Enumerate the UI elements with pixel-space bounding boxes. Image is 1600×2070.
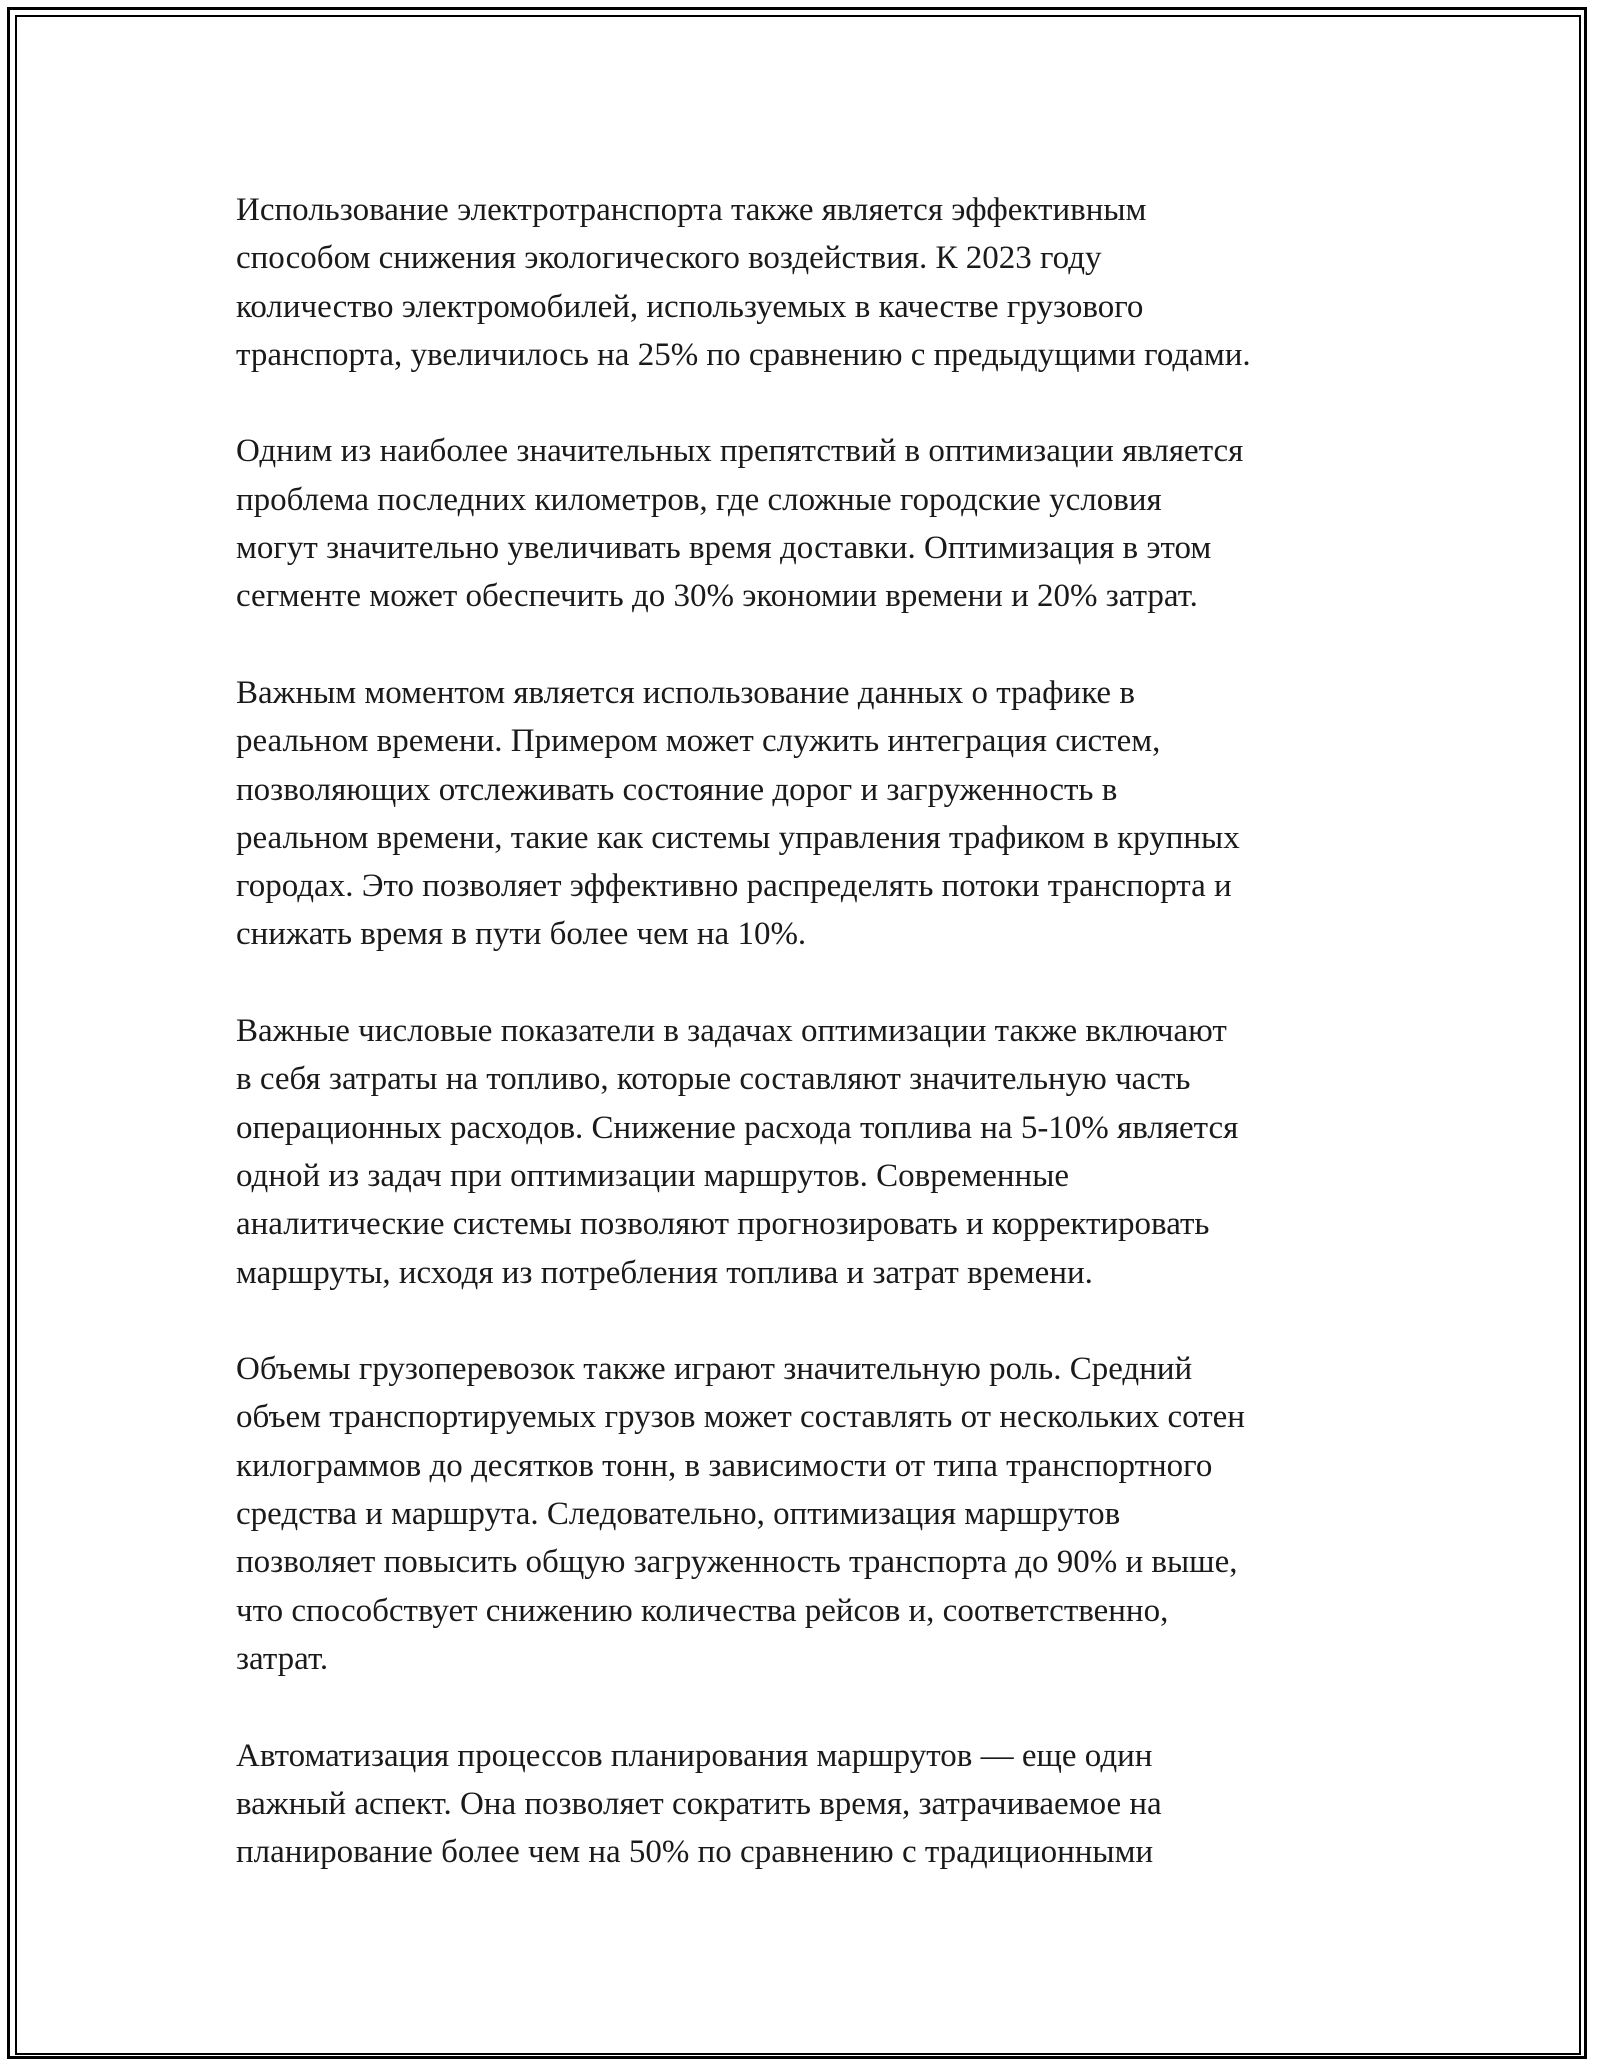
paragraph-fuel-costs: Важные числовые показатели в задачах оптимизации также включают в себя затраты на топливо, которые составляют значительную часть операционных расходов. Снижение расхода топлива на 5-10% является одной из задач при оптимизации маршрутов. Современные аналитические системы позволяют прогнозировать и корректировать маршруты, исходя из потребления топлива и затрат времени. — [236, 1013, 1239, 1291]
paragraph-cargo-volumes: Объемы грузоперевозок также играют значительную роль. Средний объем транспортируемых грузов может составлять от нескольких сотен килограммов до десятков тонн, в зависимости от типа транспортного средства и маршрута. Следовательно, оптимизация маршрутов позволяет повысить общую загруженность транспорта до 90% и выше, что способствует снижению количества рейсов и, соответственно, затрат. — [236, 1351, 1245, 1677]
paragraph-realtime-traffic: Важным моментом является использование данных о трафике в реальном времени. Примером может служить интеграция систем, позволяющих отслеживать состояние дорог и загруженность в реальном времени, такие как системы управления трафиком в крупных городах. Это позволяет эффективно распределять потоки транспорта и снижать время в пути более чем на 10%. — [236, 674, 1240, 953]
paragraph-route-automation: Автоматизация процессов планирования маршрутов — еще один важный аспект. Она позволяет сократить время, затрачиваемое на планирование более чем на 50% по сравнению с традиционными — [236, 1737, 1162, 1871]
paragraph-electric-transport: Использование электротранспорта также является эффективным способом снижения экологического воздействия. К 2023 году количество электромобилей, используемых в качестве грузового транспорта, увеличилось на 25% по сравнению с предыдущими годами. — [236, 192, 1251, 373]
document-body — [236, 186, 1376, 1925]
paragraph-last-mile: Одним из наиболее значительных препятствий в оптимизации является проблема последних километров, где сложные городские условия могут значительно увеличивать время доставки. Оптимизация в этом сегменте может обеспечить до 30% экономии времени и 20% затрат. — [236, 433, 1244, 615]
